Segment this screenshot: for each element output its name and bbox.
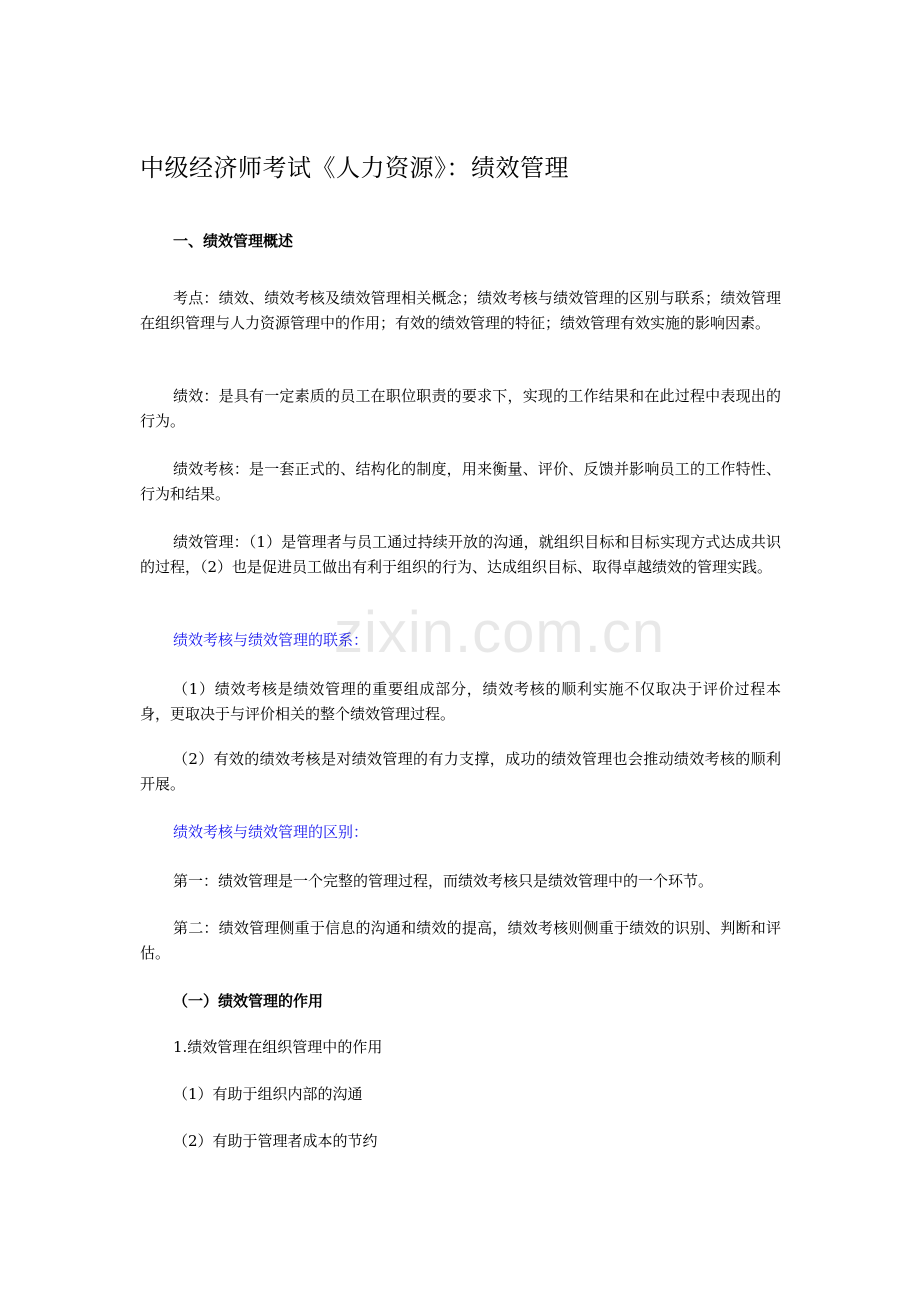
role-item-2: （2）有助于管理者成本的节约 — [173, 1132, 378, 1150]
role-subheading: 1.绩效管理在组织管理中的作用 — [173, 1038, 383, 1056]
difference-item-2: 第二：绩效管理侧重于信息的沟通和绩效的提高，绩效考核则侧重于绩效的识别、判断和评估。 — [140, 919, 781, 962]
difference-item-1: 第一：绩效管理是一个完整的管理过程，而绩效考核只是绩效管理中的一个环节。 — [173, 872, 714, 890]
document-title: 中级经济师考试《人力资源》：绩效管理 — [140, 154, 569, 182]
performance-definition-paragraph: 绩效：是具有一定素质的员工在职位职责的要求下，实现的工作结果和在此过程中表现出的行为。 — [140, 387, 781, 430]
role-item-1: （1）有助于组织内部的沟通 — [173, 1085, 363, 1103]
role-heading: （一）绩效管理的作用 — [173, 992, 324, 1010]
section-heading: 一、绩效管理概述 — [173, 232, 294, 250]
management-definition-paragraph: 绩效管理：（1）是管理者与员工通过持续开放的沟通，就组织目标和目标实现方式达成共识的过程，（2）也是促进员工做出有利于组织的行为、达成组织目标、取得卓越绩效的管理实践。 — [140, 533, 781, 576]
appraisal-definition-paragraph: 绩效考核：是一套正式的、结构化的制度，用来衡量、评价、反馈并影响员工的工作特性、行为和结果。 — [140, 460, 781, 503]
difference-heading: 绩效考核与绩效管理的区别： — [173, 823, 369, 841]
link-item-1: （1）绩效考核是绩效管理的重要组成部分，绩效考核的顺利实施不仅取决于评价过程本身，更取决于与评价相关的整个绩效管理过程。 — [140, 680, 781, 723]
link-item-2: （2）有效的绩效考核是对绩效管理的有力支撑，成功的绩效管理也会推动绩效考核的顺利开展。 — [140, 750, 781, 793]
link-heading: 绩效考核与绩效管理的联系： — [173, 631, 369, 649]
exam-points-paragraph: 考点：绩效、绩效考核及绩效管理相关概念；绩效考核与绩效管理的区别与联系；绩效管理在组织管理与人力资源管理中的作用；有效的绩效管理的特征；绩效管理有效实施的影响因素。 — [140, 289, 781, 332]
watermark: zixin.com.cn — [334, 600, 666, 665]
